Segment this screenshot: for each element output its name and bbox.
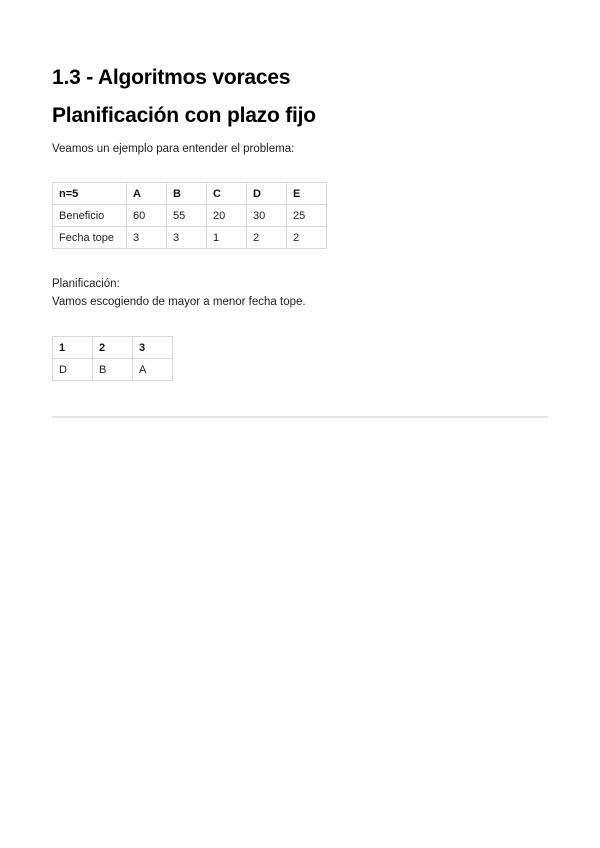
planning-text: Vamos escogiendo de mayor a menor fecha tope. (52, 296, 306, 308)
table-row (53, 227, 327, 249)
section-subheading: Planificación con plazo fijo (52, 104, 316, 127)
table-header-row (53, 337, 173, 359)
table-header-cell: B (167, 183, 207, 205)
schedule-table (52, 336, 173, 381)
table-row (53, 205, 327, 227)
table-header-cell: C (207, 183, 247, 205)
table-header-cell: E (287, 183, 327, 205)
problem-table (52, 182, 327, 249)
table-header-cell: 3 (133, 337, 173, 359)
table-cell: 3 (167, 227, 207, 249)
table-cell: Beneficio (53, 205, 127, 227)
table-header-cell: A (127, 183, 167, 205)
horizontal-divider (52, 416, 548, 418)
table-cell: 60 (127, 205, 167, 227)
table-cell: 2 (287, 227, 327, 249)
table-header-cell: n=5 (53, 183, 127, 205)
table-cell: 2 (247, 227, 287, 249)
table-header-cell: 1 (53, 337, 93, 359)
planning-label: Planificación: (52, 278, 120, 290)
intro-text: Veamos un ejemplo para entender el problema: (52, 143, 295, 155)
table-cell: 3 (127, 227, 167, 249)
section-heading: 1.3 - Algoritmos voraces (52, 66, 291, 89)
table-cell: 1 (207, 227, 247, 249)
table-header-cell: 2 (93, 337, 133, 359)
table-cell: A (133, 359, 173, 381)
table-header-cell: D (247, 183, 287, 205)
table-cell: 20 (207, 205, 247, 227)
table-cell: 55 (167, 205, 207, 227)
table-cell: 30 (247, 205, 287, 227)
table-row (53, 359, 173, 381)
table-cell: 25 (287, 205, 327, 227)
table-cell: D (53, 359, 93, 381)
table-header-row (53, 183, 327, 205)
table-cell: B (93, 359, 133, 381)
table-cell: Fecha tope (53, 227, 127, 249)
